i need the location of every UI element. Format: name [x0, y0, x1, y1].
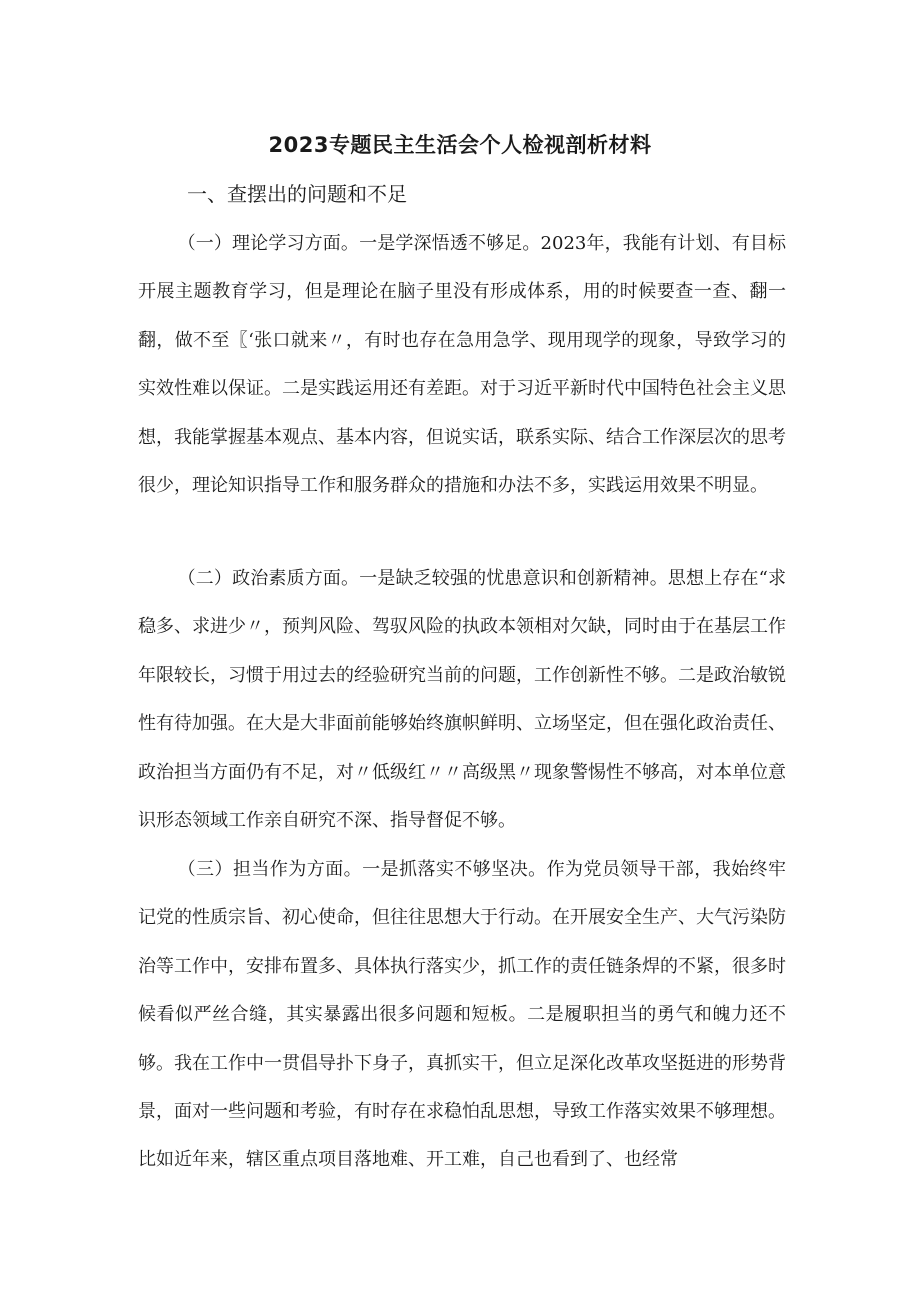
- paragraph-theory-study: （一）理论学习方面。一是学深悟透不够足。2023年，我能有计划、有目标开展主题教育学习，但是理论在脑子里没有形成体系，用的时候要查一查、翻一翻，做不至〖‘张口就来〃，有时也存在急用急学、现用现学的现象，导致学习的实效性难以保证。二是实践运用还有差距。对于习近平新时代中国特色社会主义思想，我能掌握基本观点、基本内容，但说实话，联系实际、结合工作深层次的思考很少，理论知识指导工作和服务群众的措施和办法不多，实践运用效果不明显。: [138, 233, 786, 497]
- paragraph-political-quality: （二）政治素质方面。一是缺乏较强的忧患意识和创新精神。思想上存在“求稳多、求进少〃，预判风险、驾驭风险的执政本领相对欠缺，同时由于在基层工作年限较长，习惯于用过去的经验研究当前的问题，工作创新性不够。二是政治敏锐性有待加强。在大是大非面前能够始终旗帜鲜明、立场坚定，但在强化政治责任、政治担当方面仍有不足，对〃低级红〃〃高级黑〃现象警惕性不够高，对本单位意识形态领域工作亲自研究不深、指导督促不够。: [138, 568, 786, 832]
- paragraph-responsibility: （三）担当作为方面。一是抓落实不够坚决。作为党员领导干部，我始终牢记党的性质宗旨、初心使命，但往往思想大于行动。在开展安全生产、大气污染防治等工作中，安排布置多、具体执行落实少，抓工作的责任链条焊的不紧，很多时候看似严丝合缝，其实暴露出很多问题和短板。二是履职担当的勇气和魄力还不够。我在工作中一贯倡导扑下身子，真抓实干，但立足深化改革攻坚挺进的形势背景，面对一些问题和考验，有时存在求稳怕乱思想，导致工作落实效果不够理想。比如近年来，辖区重点项目落地难、开工难，自己也看到了、也经常: [138, 859, 786, 1171]
- section-heading: 一、查摆出的问题和不足: [187, 182, 407, 206]
- document-title: 2023专题民主生活会个人检视剖析材料: [268, 133, 652, 157]
